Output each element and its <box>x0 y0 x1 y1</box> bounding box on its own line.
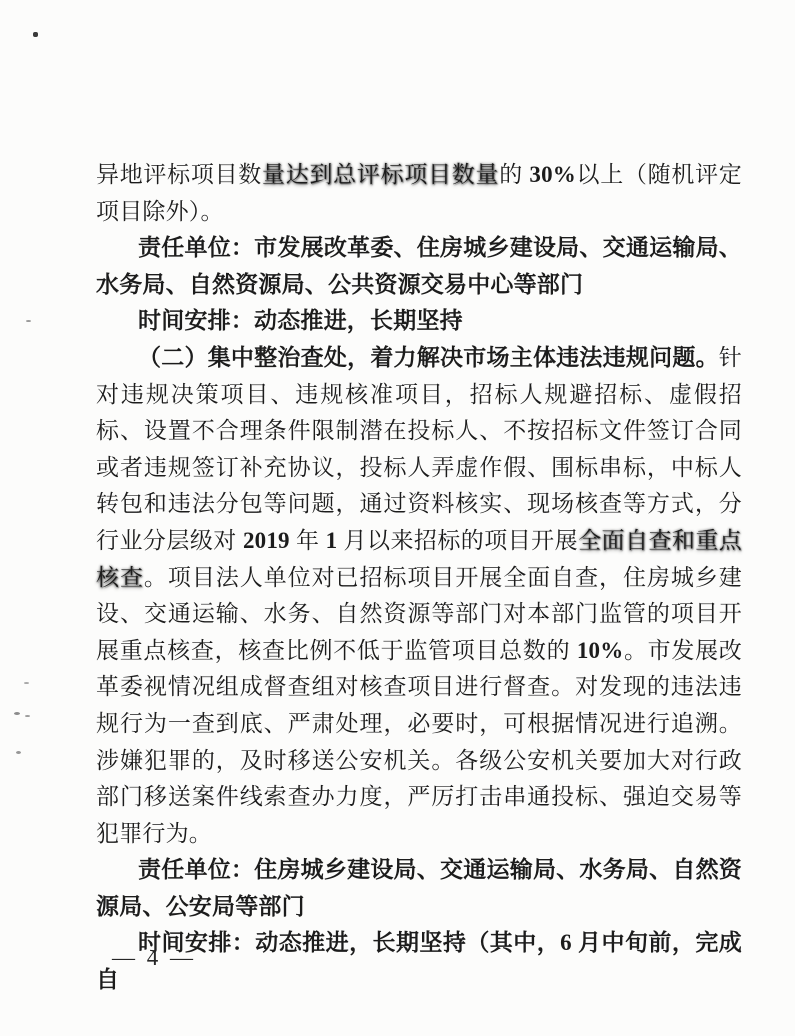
text-segment: 时间安排：动态推进，长期坚持（其中， <box>138 930 561 956</box>
scan-speck <box>26 320 31 322</box>
text-segment: 量达到总评标项目数量 <box>262 162 500 187</box>
text-segment: 30% <box>529 162 576 187</box>
text-segment: 年 <box>289 527 326 553</box>
para-time-schedule-1 <box>96 303 742 340</box>
scan-speck <box>25 715 30 717</box>
para-responsible-unit-1 <box>96 230 742 303</box>
text-segment: 6 <box>560 930 572 956</box>
text-segment: 针对违规决策项目、违规核准项目，招标人规避招标、虚假招标、设置不合理条件限制潜在投标人、不按招标文件签订合同或者违规签订补充协议，投标人弄虚作假、围标串标，中标人转包和违法分包等问题，通过资料核实、现场核查等方式，分行业分层级对 <box>96 344 742 553</box>
text-segment: 责任单位：住房城乡建设局、交通运输局、水务局、自然资源局、公安局等部门 <box>96 857 742 919</box>
text-segment: 异地评标项目数 <box>96 162 263 187</box>
text-segment: 10% <box>576 637 624 663</box>
text-segment: 2019 <box>242 527 290 553</box>
text-segment: 月中旬前，完成自 <box>96 930 742 993</box>
scan-speck <box>24 682 29 684</box>
document-body <box>96 157 742 999</box>
text-segment: 全面自查和重点核查 <box>96 527 743 590</box>
text-segment: （二）集中整治查处，着力解决市场主体违法违规问题。 <box>138 344 719 370</box>
text-segment: 时间安排：动态推进，长期坚持 <box>138 308 463 334</box>
text-segment: 责任单位：市发展改革委、住房城乡建设局、交通运输局、水务局、自然资源局、公共资源交易中心等部门 <box>96 235 742 297</box>
text-segment: 以上（随机评定项目除外）。 <box>96 162 742 224</box>
scan-speck <box>16 751 21 754</box>
text-segment: 。市发展改革委视情况组成督查组对核查项目进行督查。对发现的违法违规行为一查到底、严肃处理，必要时，可根据情况进行追溯。涉嫌犯罪的，及时移送公安机关。各级公安机关要加大对行政部门移送案件线索查办力度，严厉打击串通投标、强迫交易等犯罪行为。 <box>96 637 743 846</box>
para-continuation <box>96 157 742 230</box>
scan-speck <box>14 712 20 715</box>
text-segment: 。项目法人单位对已招标项目开展全面自查，住房城乡建设、交通运输、水务、自然资源等部门对本部门监管的项目开展重点核查，核查比例不低于监管项目总数的 <box>96 564 743 663</box>
scan-speck <box>33 32 38 37</box>
para-responsible-unit-2 <box>96 852 742 925</box>
text-segment: 月以来招标的项目开展 <box>337 527 579 553</box>
text-segment: 的 <box>499 162 530 187</box>
page-number: — 4 — <box>112 945 196 970</box>
para-section-two <box>96 340 742 852</box>
text-segment: 1 <box>325 527 338 553</box>
